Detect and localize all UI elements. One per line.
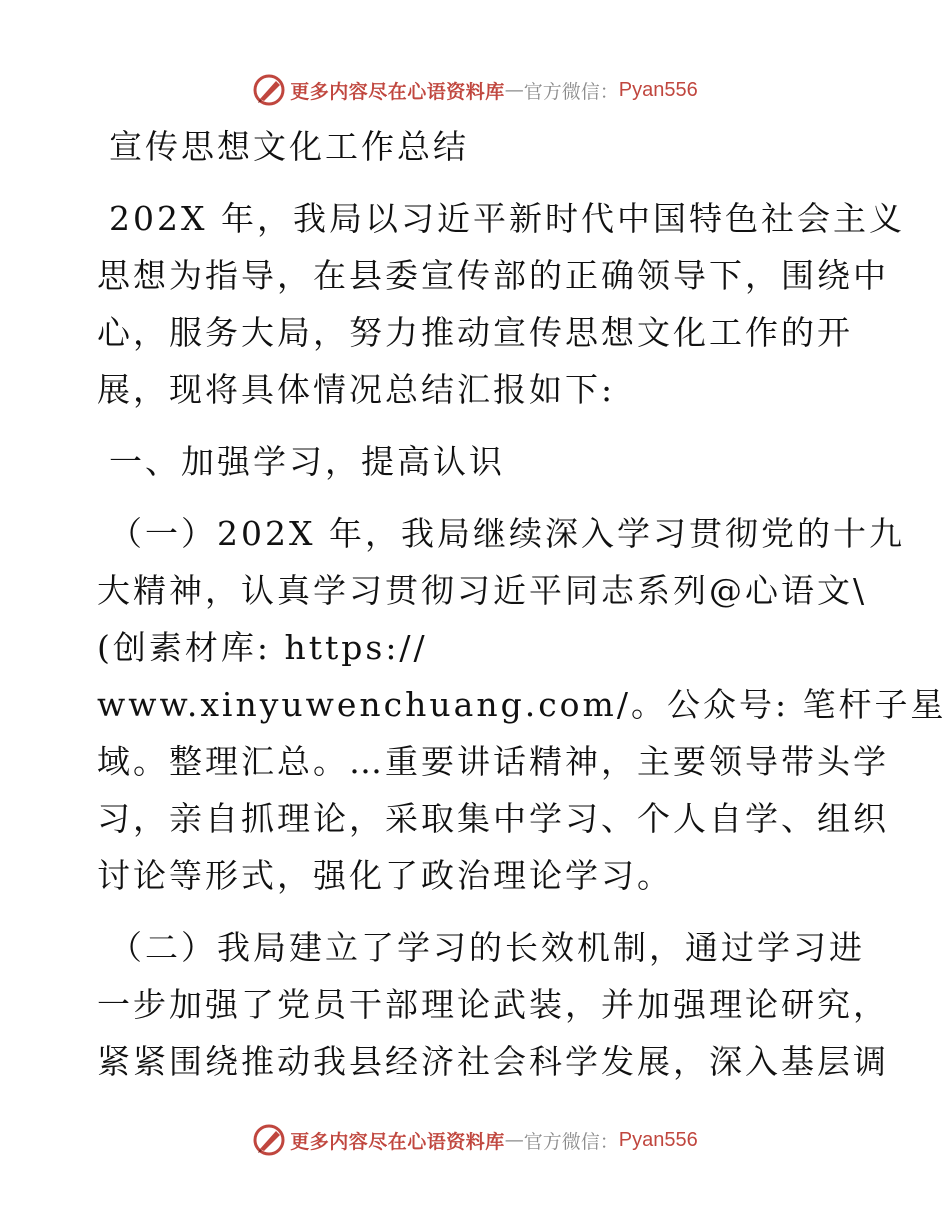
paragraph-line: 思想为指导，在县委宣传部的正确领导下，围绕中 bbox=[97, 256, 889, 295]
paragraph-line: （一）202X 年，我局继续深入学习贯彻党的十九 bbox=[109, 514, 905, 553]
footer-watermark-banner bbox=[0, 1120, 950, 1160]
paragraph-line: 202X 年，我局以习近平新时代中国特色社会主义 bbox=[109, 199, 905, 238]
paragraph-line: 紧紧围绕推动我县经济社会科学发展，深入基层调 bbox=[97, 1042, 889, 1081]
paragraph-line: 展，现将具体情况总结汇报如下: bbox=[97, 370, 616, 409]
document-body bbox=[97, 118, 947, 1090]
section-heading-text: 一、加强学习，提高认识 bbox=[109, 442, 505, 481]
watermark-wechat-id: Pyan556 bbox=[618, 1128, 698, 1151]
document-title: 宣传思想文化工作总结 bbox=[109, 127, 469, 166]
paragraph-one bbox=[97, 505, 947, 904]
watermark-wechat-label: 官方微信： bbox=[523, 80, 619, 103]
header-watermark-banner bbox=[0, 70, 950, 110]
paragraph-line: （二）我局建立了学习的长效机制，通过学习进 bbox=[109, 928, 865, 967]
paragraph-line: 大精神，认真学习贯彻习近平同志系列@心语文\ bbox=[97, 571, 868, 610]
watermark-brand-text: 更多内容尽在心语资料库 bbox=[290, 80, 505, 103]
paragraph-two bbox=[97, 919, 889, 1090]
watermark-wechat-id: Pyan556 bbox=[618, 78, 698, 101]
paragraph-line: www.xinyuwenchuang.com/。公众号: 笔杆子星 bbox=[97, 685, 947, 724]
paragraph-line: 域。整理汇总。…重要讲话精神，主要领导带头学 bbox=[97, 742, 889, 781]
pen-logo-icon bbox=[252, 1123, 286, 1157]
section-heading bbox=[97, 433, 857, 490]
watermark-separator: — bbox=[504, 79, 524, 101]
paragraph-line: 习，亲自抓理论，采取集中学习、个人自学、组织 bbox=[97, 799, 889, 838]
paragraph-line: 心，服务大局，努力推动宣传思想文化工作的开 bbox=[97, 313, 853, 352]
paragraph-line: (创素材库: https:// bbox=[97, 628, 428, 667]
watermark-separator: — bbox=[504, 1129, 524, 1151]
paragraph-line: 一步加强了党员干部理论武装，并加强理论研究， bbox=[97, 985, 889, 1024]
watermark-brand-text: 更多内容尽在心语资料库 bbox=[290, 1130, 505, 1153]
paragraph-line: 讨论等形式，强化了政治理论学习。 bbox=[97, 856, 673, 895]
pen-logo-icon bbox=[252, 73, 286, 107]
paragraph-intro bbox=[97, 190, 905, 418]
watermark-wechat-label: 官方微信： bbox=[523, 1130, 619, 1153]
